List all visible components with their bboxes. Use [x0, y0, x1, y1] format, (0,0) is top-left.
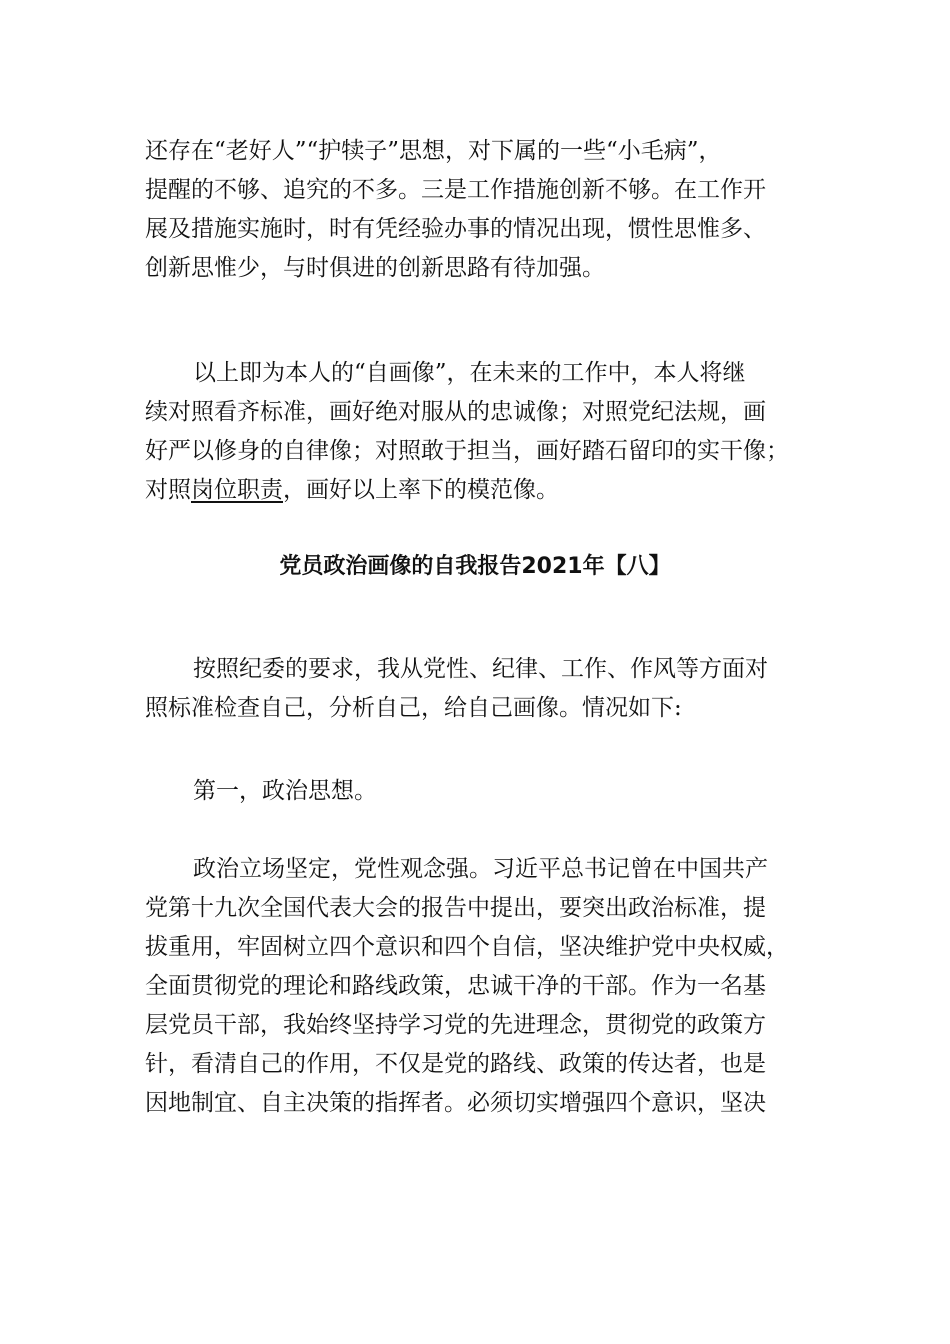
text-line: 按照纪委的要求，我从党性、纪律、工作、作风等方面对 [193, 656, 768, 682]
text-line: 全面贯彻党的理论和路线政策，忠诚干净的干部。作为一名基 [145, 973, 766, 999]
text-line: 照标准检查自己，分析自己，给自己画像。情况如下: [145, 695, 682, 721]
text-line: 以上即为本人的“自画像”，在未来的工作中，本人将继 [193, 360, 746, 386]
job-duty-link[interactable]: 岗位职责 [191, 477, 283, 503]
text-line: 创新思惟少，与时俱进的创新思路有待加强。 [145, 255, 605, 281]
paragraph-subheading [145, 772, 810, 811]
text-fragment: 对照 [145, 477, 191, 503]
text-line: 第一，政治思想。 [193, 778, 377, 804]
text-line-last [145, 471, 810, 510]
paragraph-self-portrait-summary [145, 354, 810, 510]
paragraph-intro [145, 650, 810, 728]
text-line: 还存在“老好人”“护犊子”思想，对下属的一些“小毛病”， [145, 138, 722, 164]
text-line: 提醒的不够、追究的不多。三是工作措施创新不够。在工作开 [145, 177, 766, 203]
text-line: 展及措施实施时，时有凭经验办事的情况出现，惯性思惟多、 [145, 216, 766, 242]
paragraph-political-thought [145, 850, 810, 1123]
text-line: 政治立场坚定，党性观念强。习近平总书记曾在中国共产 [193, 856, 768, 882]
text-line: 拔重用，牢固树立四个意识和四个自信，坚决维护党中央权威， [145, 934, 789, 960]
text-line: 层党员干部，我始终坚持学习党的先进理念，贯彻党的政策方 [145, 1012, 766, 1038]
section-heading: 党员政治画像的自我报告2021年【八】 [279, 554, 671, 579]
text-line: 续对照看齐标准，画好绝对服从的忠诚像；对照党纪法规，画 [145, 399, 766, 425]
text-line: 好严以修身的自律像；对照敢于担当，画好踏石留印的实干像； [145, 438, 789, 464]
text-line: 针，看清自己的作用，不仅是党的路线、政策的传达者，也是 [145, 1051, 766, 1077]
paragraph-continued [145, 132, 810, 288]
text-line: 因地制宜、自主决策的指挥者。必须切实增强四个意识，坚决 [145, 1090, 766, 1116]
text-line: 党第十九次全国代表大会的报告中提出，要突出政治标准，提 [145, 895, 766, 921]
text-fragment: ，画好以上率下的模范像。 [283, 477, 559, 503]
